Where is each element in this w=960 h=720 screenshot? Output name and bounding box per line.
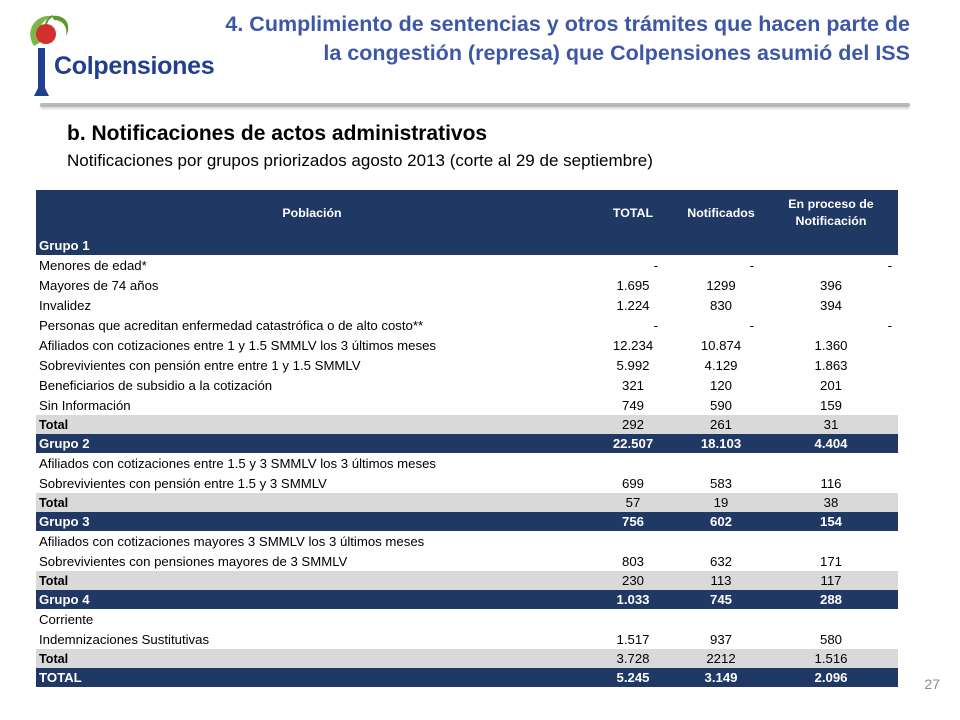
cell-proceso: -	[887, 317, 892, 333]
section-heading: b. Notificaciones de actos administrativos	[67, 122, 488, 145]
table-body	[36, 236, 898, 687]
group-row	[36, 434, 898, 453]
cell-proceso: 159	[819, 397, 842, 413]
cell-proceso: 580	[819, 631, 842, 647]
cell-notificados: 590	[709, 397, 732, 413]
cell-total	[588, 236, 678, 255]
cell-notificados	[678, 453, 764, 473]
cell-proceso: -	[887, 257, 892, 273]
table-header-row	[36, 190, 898, 236]
group-row	[36, 512, 898, 531]
cell-proceso	[764, 531, 898, 551]
header-poblacion: Población	[36, 190, 588, 236]
cell-proceso: 396	[819, 277, 842, 293]
subtotal-row	[36, 415, 898, 434]
cell-notificados: 10.874	[700, 337, 742, 353]
title-divider	[40, 103, 910, 107]
cell-total: 1.033	[588, 590, 678, 609]
subtotal-row	[36, 493, 898, 512]
cell-total: 756	[588, 512, 678, 531]
cell-proceso: 4.404	[764, 434, 898, 453]
slide-title: 4. Cumplimiento de sentencias y otros trámites que hacen parte de la congestión (represa) que Colpensiones asumió del ISS	[225, 12, 910, 65]
cell-notificados: 632	[709, 553, 732, 569]
cell-total: 22.507	[588, 434, 678, 453]
cell-total: -	[653, 257, 658, 273]
page-number: 27	[924, 676, 940, 692]
row-label: Indemnizaciones Sustitutivas	[39, 631, 210, 647]
row-label: Afiliados con cotizaciones entre 1 y 1.5 SMMLV los 3 últimos meses	[39, 337, 437, 353]
group-row	[36, 236, 898, 255]
table-row	[36, 355, 898, 375]
cell-notificados: 113	[678, 571, 764, 590]
cell-total: 5.245	[588, 668, 678, 687]
cell-proceso: 1.516	[764, 649, 898, 668]
cell-notificados: 583	[709, 475, 732, 491]
header-en-proceso: En proceso de Notificación	[764, 190, 898, 236]
cell-notificados	[678, 236, 764, 255]
cell-total: 5.992	[616, 357, 650, 373]
cell-total: -	[653, 317, 658, 333]
table-row	[36, 375, 898, 395]
row-label: Personas que acreditan enfermedad catastrófica o de alto costo**	[39, 317, 424, 333]
table-row	[36, 255, 898, 275]
cell-total: 1.695	[616, 277, 650, 293]
section-subheading: Notificaciones por grupos priorizados agosto 2013 (corte al 29 de septiembre)	[67, 151, 653, 170]
row-label: Total	[36, 571, 588, 590]
row-label: Corriente	[39, 611, 94, 627]
cell-proceso	[764, 236, 898, 255]
cell-total: 292	[588, 415, 678, 434]
cell-total	[588, 609, 678, 629]
row-label: Grupo 4	[36, 590, 588, 609]
table-row	[36, 473, 898, 493]
subtotal-row	[36, 571, 898, 590]
cell-proceso: 2.096	[764, 668, 898, 687]
cell-notificados: 602	[678, 512, 764, 531]
row-label: Sobrevivientes con pensión entre entre 1 y 1.5 SMMLV	[39, 357, 361, 373]
cell-notificados: 19	[678, 493, 764, 512]
cell-notificados: 4.129	[704, 357, 738, 373]
row-label: Grupo 2	[36, 434, 588, 453]
cell-notificados	[678, 531, 764, 551]
table-row	[36, 315, 898, 335]
table-row	[36, 335, 898, 355]
cell-total	[588, 453, 678, 473]
cell-proceso: 394	[819, 297, 842, 313]
row-label: Beneficiarios de subsidio a la cotización	[39, 377, 273, 393]
grand-total-row	[36, 668, 898, 687]
table-row	[36, 551, 898, 571]
row-label: Mayores de 74 años	[39, 277, 159, 293]
cell-proceso: 31	[764, 415, 898, 434]
row-label: Afiliados con cotizaciones entre 1.5 y 3 SMMLV los 3 últimos meses	[39, 455, 437, 471]
cell-notificados: 3.149	[678, 668, 764, 687]
header-notificados: Notificados	[678, 190, 764, 236]
cell-notificados: -	[749, 317, 754, 333]
row-label: Afiliados con cotizaciones mayores 3 SMMLV los 3 últimos meses	[39, 533, 425, 549]
cell-notificados: 937	[709, 631, 732, 647]
cell-total: 749	[621, 397, 644, 413]
table-row	[36, 629, 898, 649]
table-row	[36, 275, 898, 295]
cell-total: 1.224	[616, 297, 650, 313]
table-row	[36, 609, 898, 629]
cell-proceso: 288	[764, 590, 898, 609]
cell-notificados: 1299	[706, 277, 736, 293]
cell-notificados: 120	[709, 377, 732, 393]
row-label: Sin Información	[39, 397, 131, 413]
cell-notificados: -	[749, 257, 754, 273]
cell-notificados: 2212	[678, 649, 764, 668]
cell-notificados	[678, 609, 764, 629]
cell-total: 321	[621, 377, 644, 393]
notifications-table	[36, 190, 898, 687]
row-label: Sobrevivientes con pensiones mayores de 3 SMMLV	[39, 553, 348, 569]
colpensiones-logo	[14, 8, 215, 103]
cell-total	[588, 531, 678, 551]
cell-proceso: 171	[819, 553, 842, 569]
row-label: Total	[36, 649, 588, 668]
table-row	[36, 295, 898, 315]
cell-proceso: 201	[819, 377, 842, 393]
cell-proceso: 1.360	[814, 337, 848, 353]
row-label: Invalidez	[39, 297, 92, 313]
cell-notificados: 18.103	[678, 434, 764, 453]
cell-proceso: 117	[764, 571, 898, 590]
row-label: Grupo 3	[36, 512, 588, 531]
cell-proceso: 1.863	[814, 357, 848, 373]
cell-total: 3.728	[588, 649, 678, 668]
group-row	[36, 590, 898, 609]
row-label: Menores de edad*	[39, 257, 147, 273]
cell-total: 230	[588, 571, 678, 590]
table-row	[36, 395, 898, 415]
cell-proceso	[764, 453, 898, 473]
cell-proceso: 154	[764, 512, 898, 531]
cell-notificados: 745	[678, 590, 764, 609]
cell-notificados: 261	[678, 415, 764, 434]
row-label: Total	[36, 493, 588, 512]
row-label: Total	[36, 415, 588, 434]
cell-proceso	[764, 609, 898, 629]
row-label: TOTAL	[36, 668, 588, 687]
table-row	[36, 531, 898, 551]
cell-total: 1.517	[616, 631, 650, 647]
cell-proceso: 116	[820, 475, 842, 491]
row-label: Grupo 1	[36, 236, 588, 255]
header-total: TOTAL	[588, 190, 678, 236]
cell-total: 803	[621, 553, 644, 569]
cell-notificados: 830	[709, 297, 732, 313]
subtotal-row	[36, 649, 898, 668]
table-row	[36, 453, 898, 473]
logo-wordmark: Colpensiones	[54, 52, 215, 80]
cell-total: 699	[621, 475, 644, 491]
cell-total: 57	[588, 493, 678, 512]
cell-total: 12.234	[612, 337, 654, 353]
cell-proceso: 38	[764, 493, 898, 512]
row-label: Sobrevivientes con pensión entre 1.5 y 3 SMMLV	[39, 475, 327, 491]
